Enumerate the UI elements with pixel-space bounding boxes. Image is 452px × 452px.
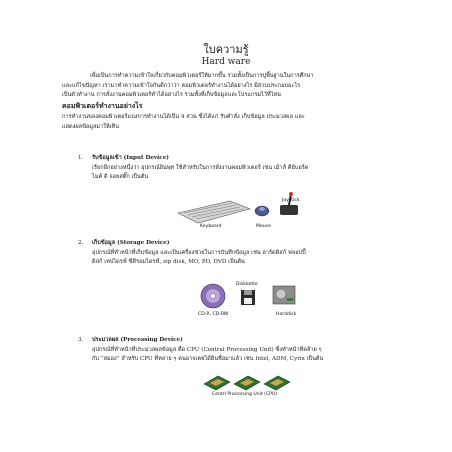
overview-line: แสดงผลข้อมูลมาให้เห็น <box>62 123 120 130</box>
overview-line: การทำงานของคอมพิวเตอร์แบ่งการทำงานได้เป็น 4 ส่วน ซึ่งได้แก่ รับคำสั่ง เก็บข้อมูล ประมวลผล และ <box>62 114 305 120</box>
mouse-caption: Mouse <box>256 224 271 229</box>
cpu-chip-icon <box>234 376 260 390</box>
section-line: ไมค์ ดิ จอยสติ๊ก เป็นต้น <box>92 174 149 180</box>
diskette-caption: Diskkette <box>236 282 258 287</box>
section-line: ดิสก์ เทปไดรฟ์ ซีดีรอมไดรฟ์, zip disk, MO, PD, DVD เป็นต้น <box>92 259 245 265</box>
overview-paragraph <box>62 113 402 132</box>
section-number: 2. <box>78 240 84 246</box>
section-title: ประมวลผล (Processing Device) <box>92 337 183 343</box>
section-storage-device <box>78 239 408 268</box>
cpu-illustration <box>200 372 300 394</box>
section-line: กับ “สมอง” สำหรับ CPU ที่หลาย ๆ คนอาจเคยได้ยินชื่อมาแล้ว เช่น Intel, ADM, Cyrix เป็นต้น <box>92 356 324 362</box>
joystick-caption: Joystick <box>282 198 300 203</box>
harddisk-icon <box>273 286 295 304</box>
section-processing-device <box>78 336 408 365</box>
mouse-icon <box>255 206 269 216</box>
section-title: รับข้อมูลเข้า (Input Device) <box>92 155 169 161</box>
harddisk-caption: Harddisk <box>276 312 297 317</box>
cpu-chip-icon <box>264 376 290 390</box>
section-line: เรียกอีกอย่างหนึ่งว่า อุปกรณ์อินพุท ใช้สำหรับในการสั่งงานคอมพิวเตอร์ เช่น เม้าส์ คีย์บอร์ด <box>92 164 309 171</box>
cd-disc-icon <box>201 284 225 308</box>
section-line: อุปกรณ์ที่ทำหน้าที่ประมวลผลข้อมูล คือ CPU (Central Processing Unit) ซึ่งทำหน้าที่คล้าย ๆ <box>92 346 322 353</box>
input-devices-illustration <box>170 191 330 227</box>
intro-line: และแก้ไขปัญหา เรามาทำความเข้าใจกันดีกว่าว่า คอมพิวเตอร์ทำงานได้อย่างไร มีส่วนประกอบอะไร <box>62 82 301 89</box>
keyboard-icon <box>178 201 250 223</box>
section-heading: คอมพิวเตอร์ทำงานอย่างไร <box>62 101 143 110</box>
section-title: เก็บข้อมูล (Storage Device) <box>92 240 170 246</box>
cd-caption: CD-R, CD-RW <box>198 312 229 317</box>
section-number: 3. <box>78 337 84 343</box>
page-title: ใบความรู้ <box>203 43 249 56</box>
intro-paragraph <box>62 72 402 101</box>
section-line: อุปกรณ์ที่ทำหน้าที่เก็บข้อมูล และเป็นเครื่องช่วยในการบันทึกข้อมูล เช่น ฮาร์ดดิสก์ ฟลอปปี้ <box>92 249 306 256</box>
cpu-chip-icon <box>204 376 230 390</box>
section-number: 1. <box>78 155 84 161</box>
intro-line: เป็นตัวทำงาน การสั่งงานคอมพิวเตอร์ทำได้อย่างไร รวมทั้งที่เก็บข้อมูลและโปรแกรมไว้ที่ไหน <box>62 92 281 98</box>
diskette-icon <box>241 290 255 305</box>
cpu-caption: Centrl Processing Unit (CPU) <box>212 392 278 397</box>
joystick-icon <box>280 192 298 215</box>
section-input-device <box>78 154 408 183</box>
intro-line: เพื่อเป็นการทำความเข้าใจเกี่ยวกับคอมพิวเตอร์ให้มากขึ้น รวมทั้งเป็นการปูพื้นฐานในการศึกษา <box>90 73 314 79</box>
keyboard-caption: Keyboard <box>200 224 222 229</box>
page-subtitle: Hard ware <box>201 57 251 67</box>
